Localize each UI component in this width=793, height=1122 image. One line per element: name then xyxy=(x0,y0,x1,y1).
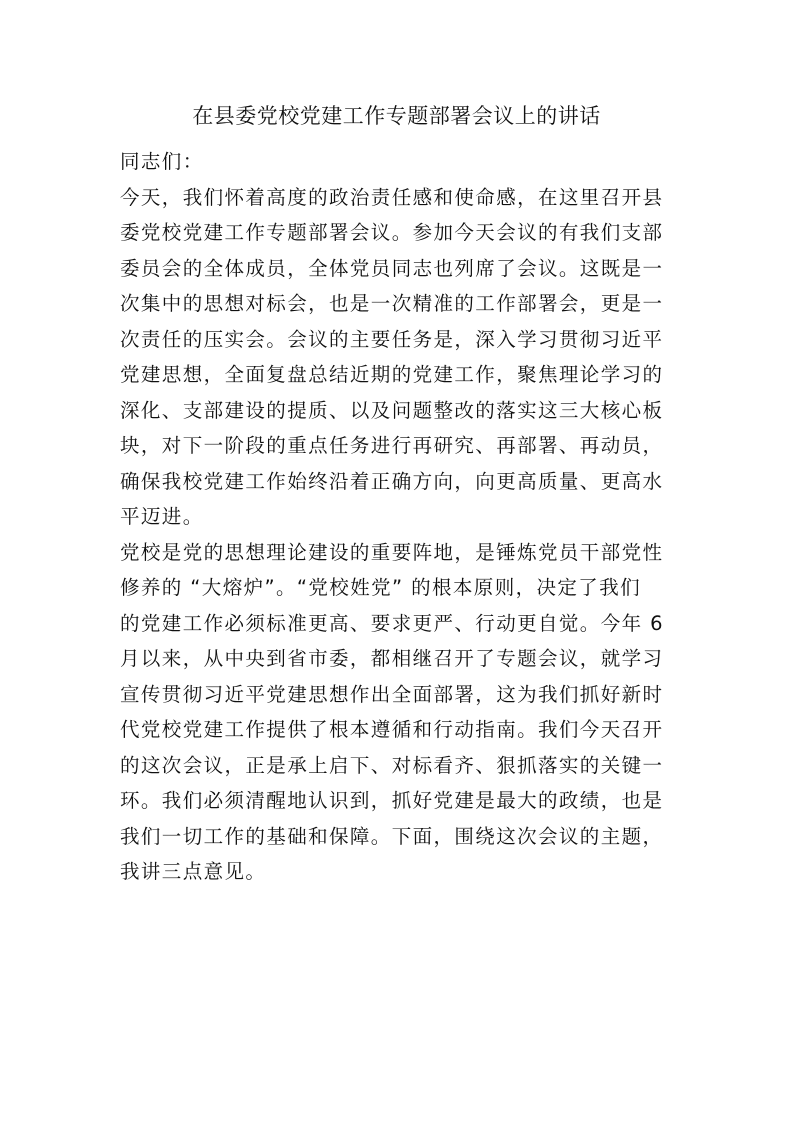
text-line: 我讲三点意见。 xyxy=(120,860,267,883)
text-line: 宣传贯彻习近平党建思想作出全面部署，这为我们抓好新时 xyxy=(120,682,664,706)
text-line: 委员会的全体成员，全体党员同志也列席了会议。这既是一 xyxy=(120,256,664,280)
text-line: 委党校党建工作专题部署会议。参加今天会议的有我们支部 xyxy=(120,221,664,244)
text-line: 代党校党建工作提供了根本遵循和行动指南。我们今天召开 xyxy=(120,718,664,741)
text-line: 次责任的压实会。会议的主要任务是，深入学习贯彻习近平 xyxy=(120,327,664,351)
text-line: 月以来，从中央到省市委，都相继召开了专题会议，就学习 xyxy=(120,647,664,670)
document-title: 在县委党校党建工作专题部署会议上的讲话 xyxy=(192,104,601,128)
text-line: 党校是党的思想理论建设的重要阵地，是锤炼党员干部党性 xyxy=(120,540,664,564)
text-line: 我们一切工作的基础和保障。下面，围绕这次会议的主题， xyxy=(120,824,664,848)
text-line: 环。我们必须清醒地认识到，抓好党建是最大的政绩，也是 xyxy=(120,789,664,812)
text-line: 深化、支部建设的提质、以及问题整改的落实这三大核心板 xyxy=(120,398,664,422)
text-line: 党建思想，全面复盘总结近期的党建工作，聚焦理论学习的 xyxy=(120,363,664,386)
text-line: 的这次会议，正是承上启下、对标看齐、狠抓落实的关键一 xyxy=(120,753,664,777)
text-line: 今天，我们怀着高度的政治责任感和使命感，在这里召开县 xyxy=(120,185,664,209)
text-line: 次集中的思想对标会，也是一次精准的工作部署会，更是一 xyxy=(120,292,664,315)
document-body xyxy=(120,144,680,890)
text-line: 块，对下一阶段的重点任务进行再研究、再部署、再动员， xyxy=(120,434,664,457)
text-line: 平迈进。 xyxy=(120,505,204,528)
text-line: 修养的 “大熔炉”。“党校姓党” 的根本原则，决定了我们 xyxy=(120,576,642,599)
text-line: 确保我校党建工作始终沿着正确方向，向更高质量、更高水 xyxy=(120,469,664,493)
text-line: 的党建工作必须标准更高、要求更严、行动更自觉。今年 6 xyxy=(120,611,664,635)
salutation-line: 同志们： xyxy=(120,150,204,173)
